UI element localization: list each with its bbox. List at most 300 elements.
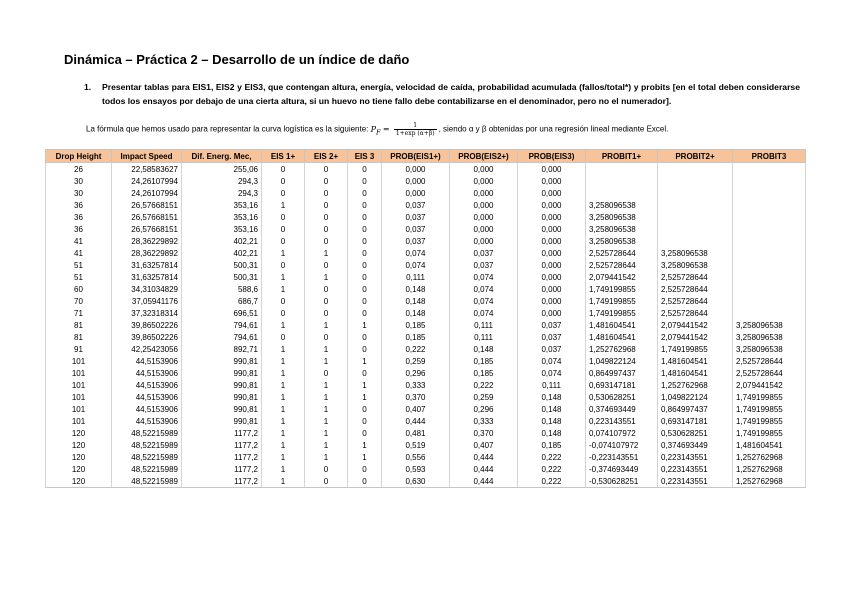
table-cell: 1,749199855	[586, 307, 658, 319]
table-cell: 990,81	[182, 403, 262, 415]
table-cell: 0	[305, 199, 348, 211]
table-cell: 1	[305, 379, 348, 391]
table-cell	[586, 187, 658, 199]
table-cell	[733, 259, 806, 271]
table-cell: 3,258096538	[586, 211, 658, 223]
table-cell: 0	[262, 163, 305, 176]
table-cell: 0,148	[518, 391, 586, 403]
table-cell: 0,374693449	[658, 439, 733, 451]
table-cell: 101	[46, 367, 112, 379]
table-cell: 1,749199855	[733, 427, 806, 439]
table-cell: 0	[348, 475, 382, 488]
table-row	[46, 283, 806, 295]
table-cell: 990,81	[182, 391, 262, 403]
table-cell: 31,63257814	[112, 271, 182, 283]
table-cell: 2,525728644	[658, 271, 733, 283]
table-cell: 1	[305, 403, 348, 415]
table-cell: 44,5153906	[112, 415, 182, 427]
table-cell: 0,370	[450, 427, 518, 439]
table-cell	[733, 199, 806, 211]
table-cell: 1,749199855	[733, 403, 806, 415]
table-cell: 0,037	[518, 343, 586, 355]
table-cell: 0	[262, 331, 305, 343]
table-row	[46, 211, 806, 223]
table-cell: 3,258096538	[658, 259, 733, 271]
table-cell: 36	[46, 211, 112, 223]
table-row	[46, 319, 806, 331]
table-cell: 0,444	[450, 463, 518, 475]
table-cell: 3,258096538	[586, 199, 658, 211]
table-cell: 26,57668151	[112, 211, 182, 223]
table-cell: 0,481	[382, 427, 450, 439]
table-cell: 0,259	[382, 355, 450, 367]
table-cell: 0,037	[450, 247, 518, 259]
table-cell: 0	[305, 211, 348, 223]
table-cell: 990,81	[182, 379, 262, 391]
table-cell	[733, 307, 806, 319]
table-cell: 0,259	[450, 391, 518, 403]
table-cell: 2,079441542	[733, 379, 806, 391]
table-cell: 1	[262, 463, 305, 475]
table-cell: 0,074	[518, 367, 586, 379]
table-cell: 0,000	[518, 223, 586, 235]
table-cell: 0,000	[450, 187, 518, 199]
table-cell: 0,000	[518, 247, 586, 259]
table-cell: 44,5153906	[112, 403, 182, 415]
table-cell: 0	[305, 163, 348, 176]
table-cell: -0,530628251	[586, 475, 658, 488]
table-cell: 0,148	[382, 295, 450, 307]
table-cell: 1	[305, 391, 348, 403]
table-cell: 353,16	[182, 211, 262, 223]
table-cell: 1	[305, 271, 348, 283]
table-cell: 0,296	[450, 403, 518, 415]
formula-equals: =	[382, 124, 390, 134]
table-cell: 0	[348, 211, 382, 223]
table-cell: 2,525728644	[586, 259, 658, 271]
table-cell: 255,06	[182, 163, 262, 176]
table-cell: 0	[348, 187, 382, 199]
table-cell: 0,037	[382, 211, 450, 223]
table-cell: 0,000	[382, 187, 450, 199]
table-cell: 0	[348, 283, 382, 295]
table-cell: 794,61	[182, 331, 262, 343]
table-cell: 36	[46, 223, 112, 235]
table-cell: 1,049822124	[658, 391, 733, 403]
table-cell	[586, 163, 658, 176]
table-cell	[586, 175, 658, 187]
table-cell: 0,037	[382, 235, 450, 247]
table-cell: 30	[46, 187, 112, 199]
table-cell: 0	[262, 187, 305, 199]
table-cell: 0,148	[450, 343, 518, 355]
table-cell: 0	[348, 271, 382, 283]
table-cell	[733, 211, 806, 223]
table-cell: 353,16	[182, 223, 262, 235]
table-cell: 0,222	[518, 451, 586, 463]
table-cell: 294,3	[182, 175, 262, 187]
table-cell: 0,333	[450, 415, 518, 427]
table-cell: 0,222	[518, 475, 586, 488]
formula-suffix: , siendo α y β obtenidas por una regresión lineal mediante Excel.	[438, 124, 669, 134]
table-cell: 1,749199855	[586, 295, 658, 307]
table-cell: 1	[305, 247, 348, 259]
table-cell: 1	[305, 343, 348, 355]
table-cell	[658, 175, 733, 187]
table-cell: 0	[305, 175, 348, 187]
table-cell: 0,074	[518, 355, 586, 367]
table-cell: 0	[348, 175, 382, 187]
table-cell: 0,444	[450, 475, 518, 488]
table-cell: 0	[262, 235, 305, 247]
table-cell: 1	[348, 355, 382, 367]
table-cell: 500,31	[182, 271, 262, 283]
formula-denominator: 1+exp (α+β)	[395, 130, 435, 137]
table-cell: 990,81	[182, 367, 262, 379]
table-row	[46, 271, 806, 283]
table-cell: 0,111	[518, 379, 586, 391]
table-row	[46, 439, 806, 451]
table-cell: 0	[262, 223, 305, 235]
table-cell: 0	[348, 367, 382, 379]
table-cell: 24,26107994	[112, 187, 182, 199]
table-cell	[733, 223, 806, 235]
formula-prefix: La fórmula que hemos usado para representar la curva logística es la siguiente:	[86, 124, 369, 134]
item-text: Presentar tablas para EIS1, EIS2 y EIS3, que contengan altura, energía, velocidad de caída, probabilidad acumulada (fallos/total*) y probits [en el total deben considerarse todos los ensayos por debajo de una cierta altura, si un huevo no tiene fallo debe contabilizarse en el denominador, pero no el numerador].	[102, 82, 800, 106]
table-cell: 3,258096538	[733, 331, 806, 343]
table-cell: 0	[348, 235, 382, 247]
table-cell: 24,26107994	[112, 175, 182, 187]
table-cell: 0,000	[518, 187, 586, 199]
table-cell: 1	[262, 403, 305, 415]
table-cell: 1	[262, 343, 305, 355]
table-cell: 0,111	[450, 319, 518, 331]
table-cell: 2,079441542	[586, 271, 658, 283]
page-title: Dinámica – Práctica 2 – Desarrollo de un índice de daño	[64, 52, 410, 67]
table-cell: 26,57668151	[112, 223, 182, 235]
table-cell: 0,074	[450, 271, 518, 283]
table-cell: 1,749199855	[733, 415, 806, 427]
table-cell	[733, 271, 806, 283]
column-header: Impact Speed	[112, 150, 182, 163]
table-cell	[733, 163, 806, 176]
table-cell: 794,61	[182, 319, 262, 331]
table-cell: 1,481604541	[658, 355, 733, 367]
table-cell: 0,000	[450, 235, 518, 247]
table-cell: 3,258096538	[733, 343, 806, 355]
table-cell: 0,000	[450, 199, 518, 211]
table-cell: 120	[46, 475, 112, 488]
table-cell: 71	[46, 307, 112, 319]
table-cell: 2,525728644	[586, 247, 658, 259]
table-cell: 1,481604541	[733, 439, 806, 451]
table-cell: 0,000	[518, 259, 586, 271]
table-cell: 3,258096538	[586, 235, 658, 247]
table-cell: 1,252762968	[733, 451, 806, 463]
table-cell: 1,252762968	[733, 475, 806, 488]
table-cell: 0,037	[518, 331, 586, 343]
table-cell: 91	[46, 343, 112, 355]
table-cell: 70	[46, 295, 112, 307]
table-cell: 0,148	[518, 403, 586, 415]
table-row	[46, 415, 806, 427]
table-cell: 0,223143551	[658, 475, 733, 488]
table-cell: 60	[46, 283, 112, 295]
table-cell: 101	[46, 355, 112, 367]
table-cell: 0,000	[382, 163, 450, 176]
table-cell: 101	[46, 403, 112, 415]
table-cell	[733, 175, 806, 187]
table-cell: 0	[305, 235, 348, 247]
table-cell: 0,185	[450, 355, 518, 367]
table-cell: 44,5153906	[112, 367, 182, 379]
table-cell: 0	[348, 163, 382, 176]
table-cell: 0,000	[518, 175, 586, 187]
table-row	[46, 427, 806, 439]
table-cell: 1	[305, 415, 348, 427]
table-cell: 81	[46, 319, 112, 331]
table-body	[46, 163, 806, 488]
table-cell: 294,3	[182, 187, 262, 199]
table-cell: 39,86502226	[112, 331, 182, 343]
table-cell: 48,52215989	[112, 439, 182, 451]
table-cell: 0,074	[450, 295, 518, 307]
table-cell: 1,749199855	[586, 283, 658, 295]
table-cell: 1	[305, 439, 348, 451]
table-cell: 0,148	[382, 307, 450, 319]
table-cell: 0	[348, 223, 382, 235]
table-cell	[658, 199, 733, 211]
table-cell: 0	[305, 283, 348, 295]
table-cell: 0,630	[382, 475, 450, 488]
table-cell	[658, 223, 733, 235]
table-cell: 0	[305, 463, 348, 475]
table-cell: 0,074	[382, 247, 450, 259]
table-cell: 1177,2	[182, 475, 262, 488]
table-cell: 31,63257814	[112, 259, 182, 271]
table-cell: 1,481604541	[586, 319, 658, 331]
formula-lhs-symbol: P	[370, 124, 377, 134]
table-cell: 686,7	[182, 295, 262, 307]
table-cell: 48,52215989	[112, 475, 182, 488]
table-cell: 990,81	[182, 415, 262, 427]
table-cell: 1	[262, 247, 305, 259]
table-cell: 0,185	[382, 331, 450, 343]
table-row	[46, 199, 806, 211]
table-cell: 1	[348, 439, 382, 451]
table-cell: 120	[46, 451, 112, 463]
table-cell: 120	[46, 427, 112, 439]
table-cell: 1	[305, 427, 348, 439]
table-cell: 0,530628251	[658, 427, 733, 439]
table-cell: 0	[305, 187, 348, 199]
table-cell: 1177,2	[182, 463, 262, 475]
table-cell: 0,864997437	[658, 403, 733, 415]
table-cell: 402,21	[182, 247, 262, 259]
table-cell: 0	[262, 175, 305, 187]
table-cell: 990,81	[182, 355, 262, 367]
table-cell: 28,36229892	[112, 235, 182, 247]
table-row	[46, 355, 806, 367]
table-cell: 1177,2	[182, 427, 262, 439]
table-cell: 2,525728644	[733, 355, 806, 367]
table-row	[46, 235, 806, 247]
table-cell: 36	[46, 199, 112, 211]
table-cell: 0,148	[382, 283, 450, 295]
table-cell: 0,000	[518, 163, 586, 176]
table-cell: 0,000	[450, 175, 518, 187]
table-cell: 1177,2	[182, 451, 262, 463]
table-cell: 28,36229892	[112, 247, 182, 259]
table-cell: 1,252762968	[658, 379, 733, 391]
table-cell: 0,000	[450, 223, 518, 235]
table-cell: 0,222	[382, 343, 450, 355]
table-cell: 2,525728644	[658, 295, 733, 307]
table-cell	[733, 235, 806, 247]
table-cell: 0,000	[518, 271, 586, 283]
table-cell: 0	[348, 259, 382, 271]
table-cell: 0,223143551	[586, 415, 658, 427]
table-cell: 1,749199855	[658, 343, 733, 355]
table-cell	[658, 187, 733, 199]
table-cell: 0	[348, 331, 382, 343]
table-cell: 0,037	[382, 223, 450, 235]
table-cell	[733, 247, 806, 259]
table-cell: 0	[262, 307, 305, 319]
table-cell: 48,52215989	[112, 451, 182, 463]
table-row	[46, 163, 806, 176]
table-cell: 101	[46, 391, 112, 403]
table-cell: 44,5153906	[112, 391, 182, 403]
table-cell: 0	[348, 307, 382, 319]
table-cell: 1	[262, 367, 305, 379]
table-row	[46, 451, 806, 463]
table-row	[46, 295, 806, 307]
table-cell: 101	[46, 379, 112, 391]
formula-numerator: 1	[394, 122, 437, 130]
table-cell: 1	[262, 475, 305, 488]
table-cell: 101	[46, 415, 112, 427]
table-cell: 0,407	[450, 439, 518, 451]
table-cell: 0,074	[450, 283, 518, 295]
column-header: EIS 1+	[262, 150, 305, 163]
table-cell: 34,31034829	[112, 283, 182, 295]
table-cell: 0,556	[382, 451, 450, 463]
table-cell: 44,5153906	[112, 355, 182, 367]
table-cell: 0	[305, 307, 348, 319]
table-cell: 588,6	[182, 283, 262, 295]
table-cell: 0,000	[518, 235, 586, 247]
table-cell: 0	[262, 259, 305, 271]
table-cell: 39,86502226	[112, 319, 182, 331]
table-cell: 0,530628251	[586, 391, 658, 403]
table-cell: 0,000	[518, 199, 586, 211]
table-cell: 0,185	[382, 319, 450, 331]
table-cell: 0,000	[518, 211, 586, 223]
table-cell: 0,333	[382, 379, 450, 391]
table-cell: 0,000	[518, 283, 586, 295]
table-cell: 26,57668151	[112, 199, 182, 211]
table-cell: 1	[262, 271, 305, 283]
table-cell: 0	[305, 295, 348, 307]
table-cell: 48,52215989	[112, 427, 182, 439]
table-cell: 0,074107972	[586, 427, 658, 439]
table-cell: 0	[348, 247, 382, 259]
table-cell: 0,148	[518, 415, 586, 427]
table-cell: 44,5153906	[112, 379, 182, 391]
table-cell: 0	[262, 211, 305, 223]
table-cell: 0	[305, 223, 348, 235]
table-cell	[733, 187, 806, 199]
table-row	[46, 391, 806, 403]
table-cell: 0,519	[382, 439, 450, 451]
table-row	[46, 187, 806, 199]
table-cell: 0	[348, 427, 382, 439]
table-cell: 0,370	[382, 391, 450, 403]
table-row	[46, 343, 806, 355]
table-cell: -0,074107972	[586, 439, 658, 451]
table-cell: 1	[305, 319, 348, 331]
table-cell: 30	[46, 175, 112, 187]
table-row	[46, 367, 806, 379]
table-cell	[733, 283, 806, 295]
table-cell: 1	[262, 379, 305, 391]
table-cell: 1	[262, 355, 305, 367]
table-cell: 26	[46, 163, 112, 176]
table-cell: 0,000	[518, 307, 586, 319]
table-cell: 1177,2	[182, 439, 262, 451]
table-cell: 0	[348, 295, 382, 307]
table-cell: 0,037	[450, 259, 518, 271]
table-cell: 0,223143551	[658, 463, 733, 475]
table-cell: 0	[305, 331, 348, 343]
table-cell: 0	[348, 403, 382, 415]
table-cell: 2,079441542	[658, 319, 733, 331]
table-cell: 0,407	[382, 403, 450, 415]
table-cell: 37,32318314	[112, 307, 182, 319]
table-cell: 696,51	[182, 307, 262, 319]
table-cell: 0,222	[518, 463, 586, 475]
table-cell: 0,593	[382, 463, 450, 475]
table-cell: 0	[348, 415, 382, 427]
table-cell: 1	[262, 415, 305, 427]
column-header: EIS 3	[348, 150, 382, 163]
table-cell: 1	[262, 451, 305, 463]
table-cell: 0,693147181	[586, 379, 658, 391]
table-row	[46, 463, 806, 475]
table-cell: 1	[262, 391, 305, 403]
table-cell: -0,374693449	[586, 463, 658, 475]
table-cell: 37,05941176	[112, 295, 182, 307]
table-cell: 0,111	[382, 271, 450, 283]
table-row	[46, 307, 806, 319]
table-cell: 1,049822124	[586, 355, 658, 367]
table-cell: 2,525728644	[733, 367, 806, 379]
table-cell: 0	[305, 475, 348, 488]
column-header: EIS 2+	[305, 150, 348, 163]
table-cell: 0,074	[382, 259, 450, 271]
table-cell: 0,444	[382, 415, 450, 427]
table-row	[46, 379, 806, 391]
table-cell: 0,374693449	[586, 403, 658, 415]
table-cell	[658, 211, 733, 223]
column-header: PROB(EIS2+)	[450, 150, 518, 163]
table-cell: 22,58583627	[112, 163, 182, 176]
table-cell: 0,222	[450, 379, 518, 391]
table-row	[46, 259, 806, 271]
table-cell: 0	[348, 343, 382, 355]
table-cell: 0	[305, 259, 348, 271]
